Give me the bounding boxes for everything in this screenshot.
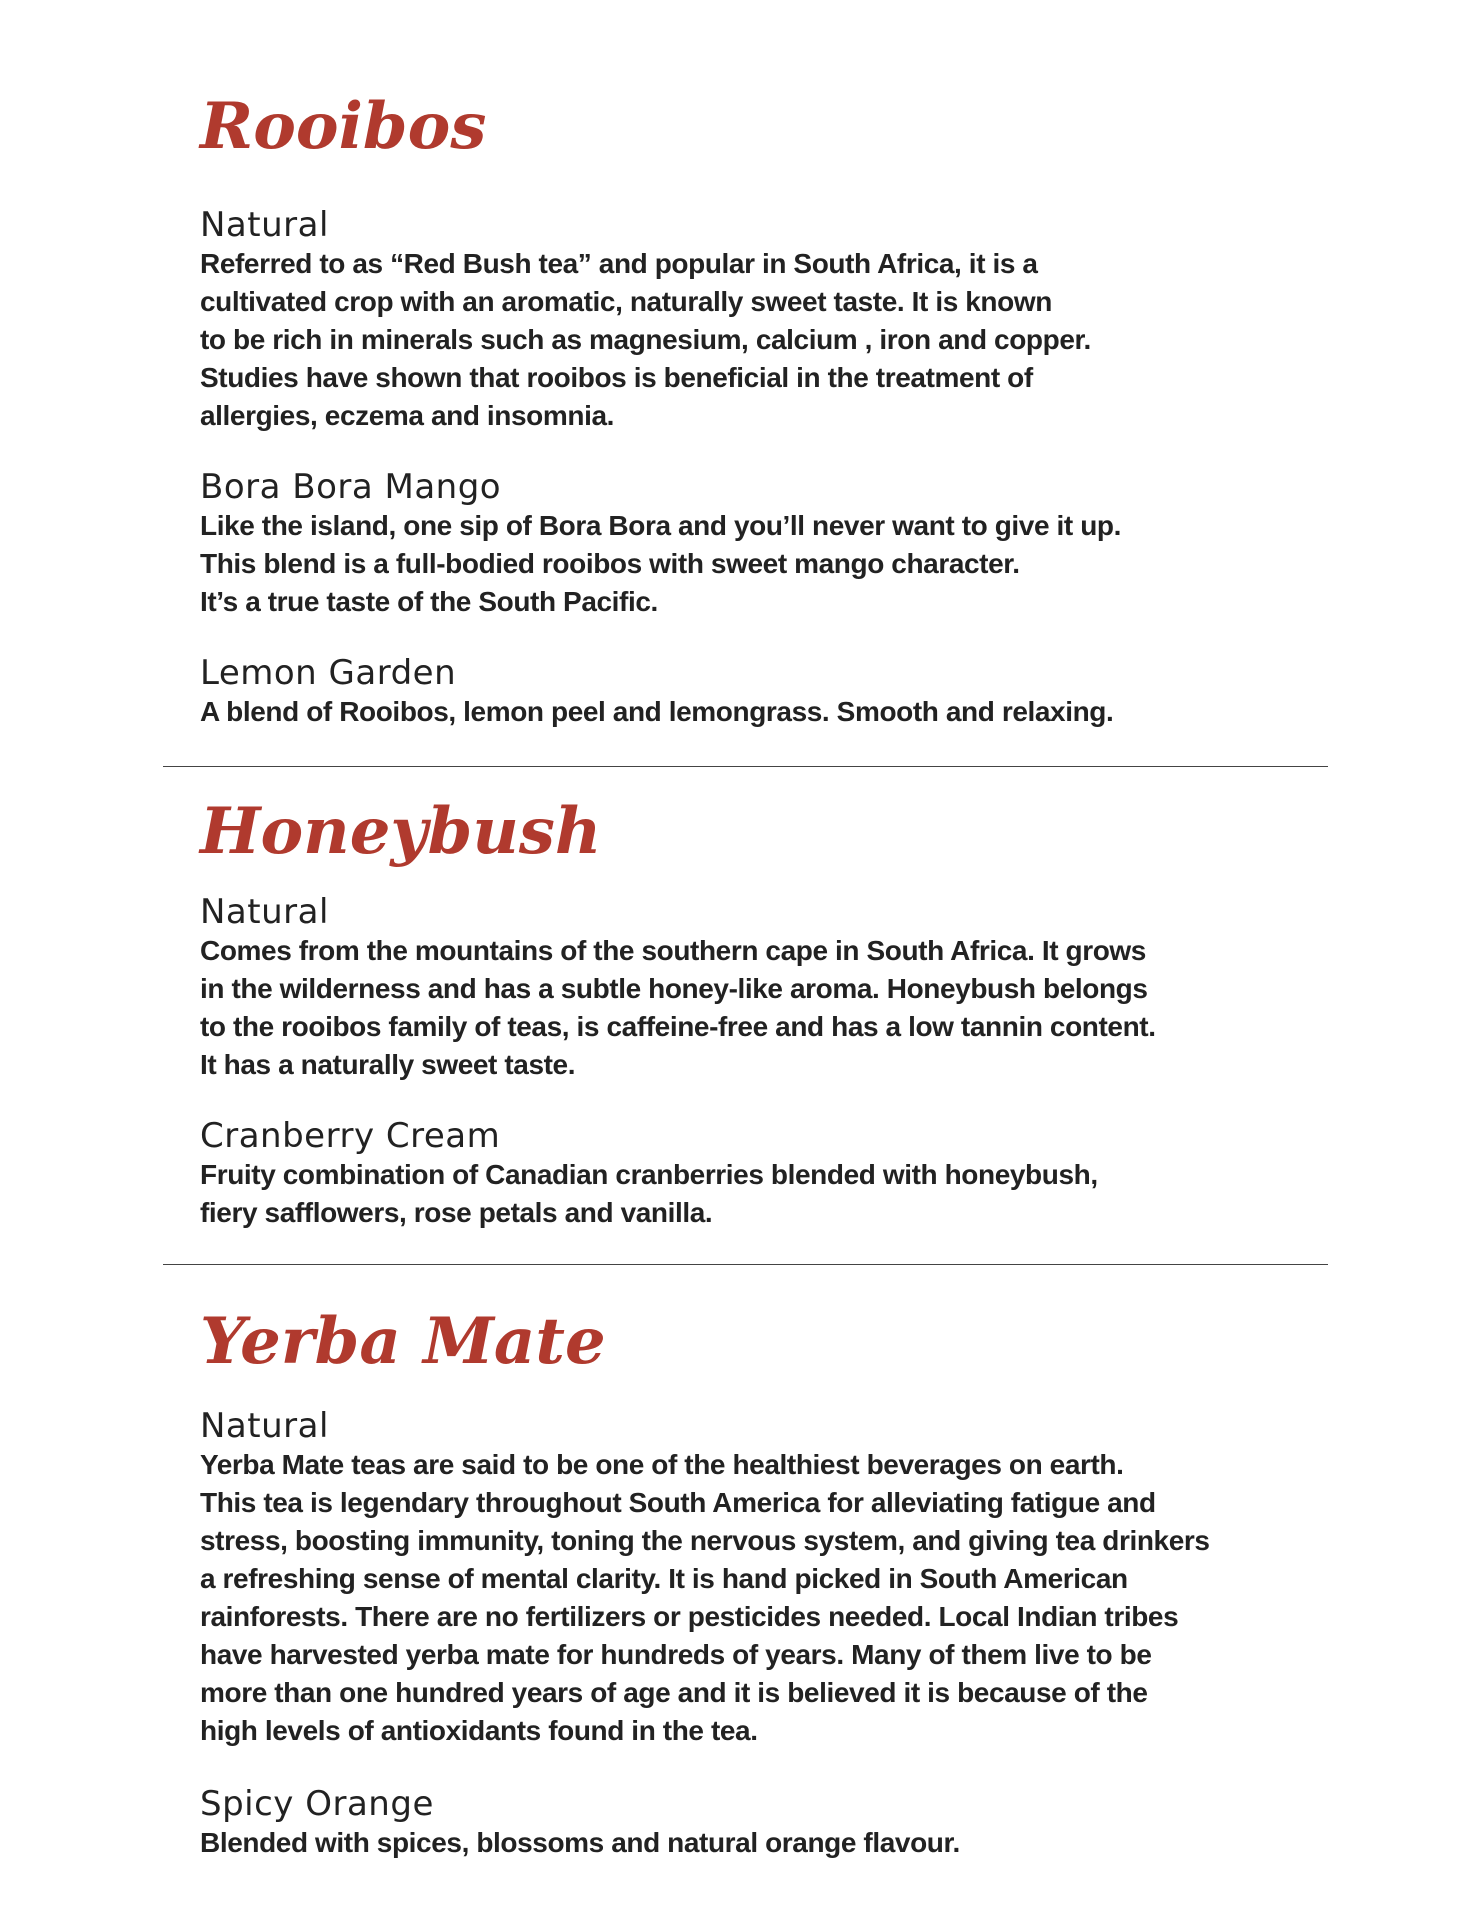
description-line: Yerba Mate teas are said to be one of the healthiest beverages on earth. xyxy=(200,1449,1124,1480)
description-line: to be rich in minerals such as magnesium, calcium , iron and copper. xyxy=(200,324,1091,355)
tea-item-spicy-orange xyxy=(200,1784,960,1862)
description-line: Comes from the mountains of the southern cape in South Africa. It grows xyxy=(200,935,1146,966)
section-title-honeybush: Honeybush xyxy=(200,794,602,869)
tea-description xyxy=(200,1446,1210,1750)
tea-name: Cranberry Cream xyxy=(200,1116,501,1156)
tea-name: Lemon Garden xyxy=(200,653,457,693)
description-line: to the rooibos family of teas, is caffeine-free and has a low tannin content. xyxy=(200,1011,1156,1042)
tea-name: Natural xyxy=(200,1406,329,1446)
tea-item-lemon-garden xyxy=(200,653,1113,731)
tea-description xyxy=(200,693,1113,731)
description-line: cultivated crop with an aromatic, naturally sweet taste. It is known xyxy=(200,286,1052,317)
description-line: in the wilderness and has a subtle honey-like aroma. Honeybush belongs xyxy=(200,973,1148,1004)
tea-description xyxy=(200,1156,1098,1232)
description-line: Fruity combination of Canadian cranberries blended with honeybush, xyxy=(200,1159,1098,1190)
description-line: Studies have shown that rooibos is beneficial in the treatment of xyxy=(200,362,1033,393)
tea-name: Bora Bora Mango xyxy=(200,467,502,507)
description-line: rainforests. There are no fertilizers or pesticides needed. Local Indian tribes xyxy=(200,1601,1179,1632)
section-yerba-mate xyxy=(200,1304,1210,1858)
description-line: Blended with spices, blossoms and natural orange flavour. xyxy=(200,1827,960,1858)
tea-item-cranberry-cream xyxy=(200,1116,1098,1232)
section-title-rooibos: Rooibos xyxy=(200,89,487,164)
description-line: A blend of Rooibos, lemon peel and lemongrass. Smooth and relaxing. xyxy=(200,696,1114,727)
tea-item-rooibos-natural xyxy=(200,205,1091,435)
section-honeybush xyxy=(200,794,1200,1228)
tea-name: Spicy Orange xyxy=(200,1784,434,1824)
description-line: Referred to as “Red Bush tea” and popular in South Africa, it is a xyxy=(200,248,1038,279)
description-line: This tea is legendary throughout South America for alleviating fatigue and xyxy=(200,1487,1156,1518)
tea-description xyxy=(200,932,1156,1084)
tea-item-bora-bora-mango xyxy=(200,467,1121,621)
description-line: Like the island, one sip of Bora Bora and you’ll never want to give it up. xyxy=(200,510,1121,541)
tea-name: Natural xyxy=(200,892,329,932)
description-line: have harvested yerba mate for hundreds of years. Many of them live to be xyxy=(200,1639,1152,1670)
tea-description xyxy=(200,245,1091,435)
description-line: high levels of antioxidants found in the tea. xyxy=(200,1715,758,1746)
section-title-yerba-mate: Yerba Mate xyxy=(200,1304,606,1379)
description-line: a refreshing sense of mental clarity. It is hand picked in South American xyxy=(200,1563,1128,1594)
tea-description xyxy=(200,1824,960,1862)
description-line: stress, boosting immunity, toning the nervous system, and giving tea drinkers xyxy=(200,1525,1210,1556)
section-rooibos xyxy=(200,89,1200,727)
tea-description xyxy=(200,507,1121,621)
section-divider xyxy=(163,1264,1328,1265)
description-line: more than one hundred years of age and it is believed it is because of the xyxy=(200,1677,1148,1708)
tea-item-yerba-mate-natural xyxy=(200,1406,1210,1750)
description-line: allergies, eczema and insomnia. xyxy=(200,400,614,431)
section-divider xyxy=(163,766,1328,767)
description-line: It’s a true taste of the South Pacific. xyxy=(200,586,658,617)
description-line: It has a naturally sweet taste. xyxy=(200,1049,576,1080)
tea-item-honeybush-natural xyxy=(200,892,1156,1084)
description-line: fiery safflowers, rose petals and vanilla. xyxy=(200,1197,713,1228)
description-line: This blend is a full-bodied rooibos with sweet mango character. xyxy=(200,548,1020,579)
tea-name: Natural xyxy=(200,205,329,245)
